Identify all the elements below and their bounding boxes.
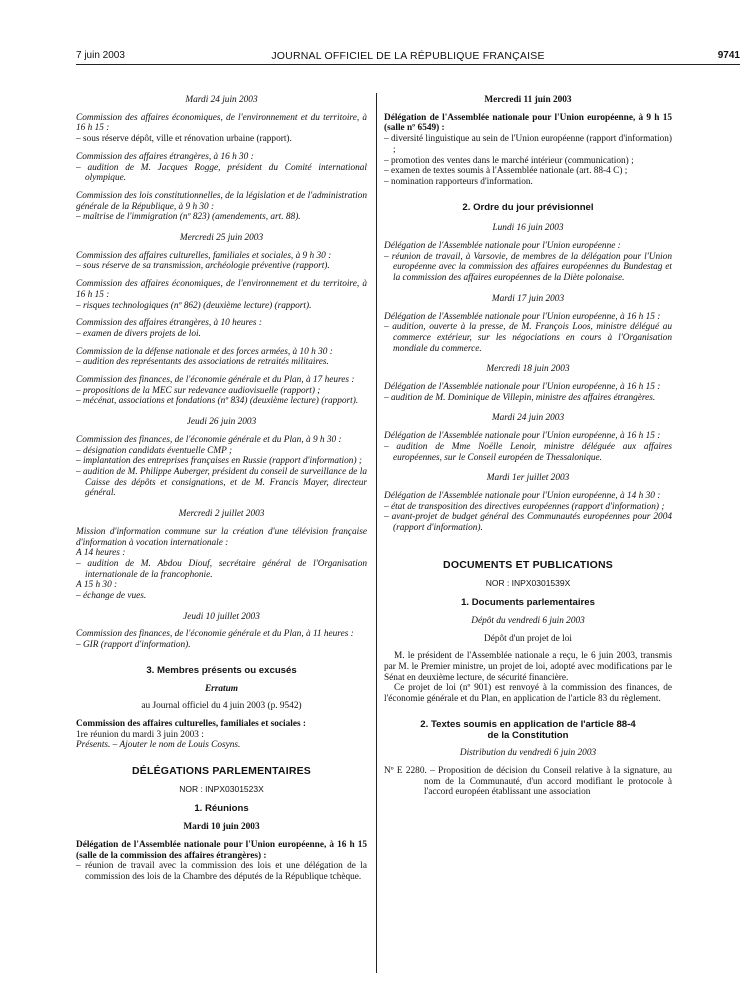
delegation-entry: Délégation de l'Assemblée nationale pour l'Union européenne : <box>384 241 621 252</box>
commission-entry: Commission des affaires économiques, de l'environnement et du territoire, à 16 h 15 : <box>76 279 367 300</box>
agenda-item: – examen de divers projets de loi. <box>76 328 201 339</box>
erratum-meeting: 1re réunion du mardi 3 juin 2003 : <box>76 729 204 740</box>
erratum-heading: Erratum <box>204 683 239 694</box>
commission-entry: Commission des affaires économiques, de l'environnement et du territoire, à 16 h 15 : <box>76 112 367 134</box>
date-heading: Mardi 17 juin 2003 <box>491 293 565 304</box>
agenda-item: – audition de M. Dominique de Villepin, ministre des affaires étrangères. <box>384 392 656 403</box>
left-column <box>76 95 367 883</box>
delegation-entry: Délégation de l'Assemblée nationale pour l'Union européenne, à 16 h 15 : <box>384 311 661 322</box>
date-heading: Mardi 1er juillet 2003 <box>486 473 570 484</box>
agenda-item: – état de transposition des directives européennes (rapport d'information) ; <box>384 501 665 512</box>
nor-reference: NOR : INPX0301539X <box>485 577 571 588</box>
agenda-item: – implantation des entreprises françaises en Russie (rapport d'information) ; <box>76 456 362 467</box>
date-heading: Mercredi 2 juillet 2003 <box>178 509 265 520</box>
commission-entry: Commission des finances, de l'économie générale et du Plan, à 11 heures : <box>76 629 354 640</box>
delegations-heading: DÉLÉGATIONS PARLEMENTAIRES <box>131 765 312 778</box>
date-heading: Mardi 24 juin 2003 <box>185 95 258 105</box>
agenda-item: – audition, ouverte à la presse, de M. François Loos, ministre délégué au commerce extérieur, sur les négociations en cours à l'Organisation mondiale du commerce. <box>384 322 672 354</box>
commission-entry: Commission des lois constitutionnelles, de la législation et de l'administration générale de la République, à 9 h 30 : <box>76 190 367 212</box>
agenda-item: – réunion de travail avec la commission des lois et une délégation de la commission des lois de la Chambre des députés de la République tchèque. <box>76 861 367 882</box>
nor-reference: NOR : INPX0301523X <box>179 783 264 794</box>
right-column <box>384 95 672 798</box>
distribution-date: Distribution du vendredi 6 juin 2003 <box>459 748 597 759</box>
commission-entry: Commission des affaires culturelles, familiales et sociales, à 9 h 30 : <box>76 250 332 261</box>
delegation-entry: Délégation de l'Assemblée nationale pour l'Union européenne, à 16 h 15 (salle de la commission des affaires étrangères) : <box>76 839 367 861</box>
erratum-correction: Présents. – Ajouter le nom de Louis Cosyns. <box>76 740 241 751</box>
erratum-reference: au Journal officiel du 4 juin 2003 (p. 9542) <box>141 701 302 712</box>
document-entry: Nº E 2280. – Proposition de décision du Conseil relative à la signature, au nom de la Communauté, d'un accord modifiant le protocole à l'accord européen établissant une association <box>384 765 672 798</box>
agenda-item: – promotion des ventes dans le marché intérieur (communication) ; <box>384 155 634 166</box>
time-label: A 15 h 30 : <box>76 580 118 591</box>
date-heading: Mercredi 11 juin 2003 <box>484 95 572 105</box>
page-header <box>76 50 740 64</box>
agenda-item: – maîtrise de l'immigration (nº 823) (amendements, art. 88). <box>76 212 301 223</box>
date-heading: Mardi 24 juin 2003 <box>491 413 565 424</box>
body-paragraph: M. le président de l'Assemblée nationale a reçu, le 6 juin 2003, transmis par M. le Premier ministre, un projet de loi, adopté avec modifications par le Sénat en deuxième lecture, de sécurité financière. <box>384 651 672 683</box>
subsection-heading: 1. Réunions <box>194 803 249 815</box>
subsection-heading: 2. Textes soumis en application de l'article 88-4 <box>420 718 636 730</box>
header-rule <box>76 64 740 65</box>
subsection-heading-cont: de la Constitution <box>487 729 569 741</box>
agenda-item: – nomination rapporteurs d'information. <box>384 176 533 187</box>
date-heading: Lundi 16 juin 2003 <box>492 223 564 234</box>
header-page-number: 9741 <box>717 50 740 61</box>
agenda-item: – audition de M. Jacques Rogge, président du Comité international olympique. <box>76 162 367 184</box>
commission-entry: Mission d'information commune sur la création d'une télévision française d'information à vocation internationale : <box>76 526 367 548</box>
agenda-item: – audition de M. Abdou Diouf, secrétaire général de l'Organisation internationale de la francophonie. <box>76 558 367 580</box>
delegation-entry: Délégation de l'Assemblée nationale pour l'Union européenne, à 16 h 15 : <box>384 382 661 393</box>
agenda-item: – sous réserve de sa transmission, archéologie préventive (rapport). <box>76 261 330 272</box>
commission-entry: Commission des affaires étrangères, à 10 heures : <box>76 318 262 329</box>
date-heading: Mercredi 18 juin 2003 <box>486 364 570 375</box>
body-paragraph: Ce projet de loi (nº 901) est renvoyé à la commission des finances, de l'économie générale et du Plan, en application de l'article 83 du règlement. <box>384 683 672 705</box>
date-heading: Mercredi 25 juin 2003 <box>179 233 264 244</box>
agenda-item: – mécénat, associations et fondations (nº 834) (deuxième lecture) (rapport). <box>76 396 359 407</box>
date-heading: Jeudi 10 juillet 2003 <box>183 611 260 622</box>
erratum-commission: Commission des affaires culturelles, familiales et sociales : <box>76 718 306 729</box>
commission-entry: Commission des finances, de l'économie générale et du Plan, à 17 heures : <box>76 375 355 386</box>
agenda-item: – propositions de la MEC sur redevance audiovisuelle (rapport) ; <box>76 385 321 396</box>
delegation-entry: Délégation de l'Assemblée nationale pour l'Union européenne, à 14 h 30 : <box>384 490 661 501</box>
agenda-item: – risques technologiques (nº 862) (deuxième lecture) (rapport). <box>76 300 312 311</box>
agenda-item: – désignation candidats éventuelle CMP ; <box>76 445 233 456</box>
deposit-title: Dépôt d'un projet de loi <box>484 633 572 644</box>
header-journal-title: JOURNAL OFFICIEL DE LA RÉPUBLIQUE FRANÇAISE <box>271 50 545 62</box>
delegation-entry: Délégation de l'Assemblée nationale pour l'Union européenne, à 9 h 15 (salle nº 6549) : <box>384 112 672 134</box>
header-date: 7 juin 2003 <box>76 50 125 61</box>
agenda-item: – réunion de travail, à Varsovie, de membres de la délégation pour l'Union européenne avec la commission des affaires européennes du Bundestag et la commission des affaires européennes de la Diète polonaise. <box>384 251 672 284</box>
agenda-item: – avant-projet de budget général des Communautés européennes pour 2004 (rapport d'information). <box>384 512 672 534</box>
column-divider <box>376 93 377 973</box>
agenda-item: – diversité linguistique au sein de l'Union européenne (rapport d'information) ; <box>384 134 672 155</box>
agenda-item: – audition de Mme Noëlle Lenoir, ministre déléguée aux affaires européennes, sur le Conseil européen de Thessalonique. <box>384 441 672 463</box>
agenda-item: – GIR (rapport d'information). <box>76 640 191 651</box>
commission-entry: Commission des affaires étrangères, à 16 h 30 : <box>76 151 254 162</box>
delegation-entry: Délégation de l'Assemblée nationale pour l'Union européenne, à 16 h 15 : <box>384 431 661 442</box>
agenda-item: – sous réserve dépôt, ville et rénovation urbaine (rapport). <box>76 134 292 145</box>
deposit-date: Dépôt du vendredi 6 juin 2003 <box>471 615 585 626</box>
agenda-item: – examen de textes soumis à l'Assemblée nationale (art. 88-4 C) ; <box>384 166 628 177</box>
section-heading: 3. Membres présents ou excusés <box>146 664 297 676</box>
subsection-heading: 1. Documents parlementaires <box>461 597 595 609</box>
documents-heading: DOCUMENTS ET PUBLICATIONS <box>443 558 613 571</box>
commission-entry: Commission des finances, de l'économie générale et du Plan, à 9 h 30 : <box>76 434 342 445</box>
date-heading: Jeudi 26 juin 2003 <box>186 417 257 428</box>
commission-entry: Commission de la défense nationale et des forces armées, à 10 h 30 : <box>76 346 333 357</box>
agenda-item: – échange de vues. <box>76 591 147 602</box>
agenda-item: – audition des représentants des associations de retraités militaires. <box>76 357 329 368</box>
section-heading: 2. Ordre du jour prévisionnel <box>462 201 594 213</box>
time-label: A 14 heures : <box>76 548 126 559</box>
date-heading: Mardi 10 juin 2003 <box>183 822 260 833</box>
agenda-item: – audition de M. Philippe Auberger, président du conseil de surveillance de la Caisse des dépôts et consignations, et de M. Francis Mayer, directeur général. <box>76 466 367 499</box>
